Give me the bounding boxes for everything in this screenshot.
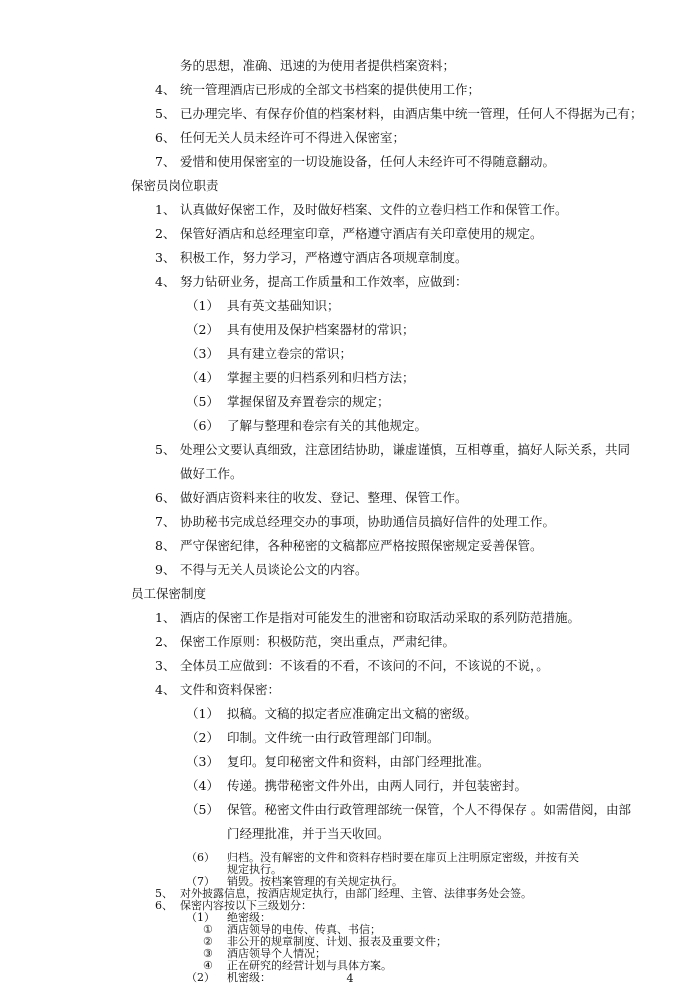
sub-text-continuation: 门经理批准，并于当天收回。: [227, 826, 390, 841]
list-number: （7）: [186, 875, 215, 888]
page-number: 4: [346, 972, 354, 985]
list-text: 严守保密纪律，各种秘密的文稿都应严格按照保密规定妥善保管。: [180, 538, 543, 553]
sub-number: （5）: [186, 394, 219, 409]
list-number: 9、: [155, 562, 176, 577]
sub-number: （3）: [186, 754, 219, 769]
list-number: （6）: [186, 851, 215, 864]
sub-text: 印制。文件统一由行政管理部门印制。: [227, 730, 440, 745]
sub-number: （6）: [186, 418, 219, 433]
list-text: 绝密级：: [227, 911, 271, 924]
list-text: 保管好酒店和总经理室印章，严格遵守酒店有关印章使用的规定。: [180, 226, 543, 241]
list-number: 6、: [155, 130, 176, 145]
list-text: 不得与无关人员谈论公文的内容。: [180, 562, 368, 577]
list-number: 3、: [155, 250, 176, 265]
list-number: 2、: [155, 634, 176, 649]
list-text: 正在研究的经营计划与具体方案。: [227, 959, 392, 972]
list-text: 处理公文要认真细致，注意团结协助，谦虚谨慎，互相尊重，搞好人际关系，共同: [180, 442, 631, 457]
list-text: 任何无关人员未经许可不得进入保密室；: [180, 130, 406, 145]
list-number: （1）: [186, 911, 215, 924]
list-text: 保密工作原则：积极防范，突出重点，严肃纪律。: [180, 634, 456, 649]
list-text: 努力钻研业务，提高工作质量和工作效率，应做到：: [180, 274, 468, 289]
sub-number: （2）: [186, 730, 219, 745]
sub-number: （1）: [186, 706, 219, 721]
sub-text: 具有使用及保护档案器材的常识；: [227, 322, 415, 337]
list-text: 文件和资料保密：: [180, 682, 281, 697]
list-number: 4、: [155, 682, 176, 697]
list-number: ①: [203, 923, 213, 936]
sub-number: （4）: [186, 370, 219, 385]
list-text: 认真做好保密工作，及时做好档案、文件的立卷归档工作和保管工作。: [180, 202, 568, 217]
list-text: 对外披露信息，按酒店规定执行，由部门经理、主管、法律事务处会签。: [180, 887, 532, 900]
list-number: 5、: [155, 106, 176, 121]
list-text: 全体员工应做到：不该看的不看，不该问的不问，不该说的不说，。: [180, 658, 549, 673]
sub-text: 传递。携带秘密文件外出，由两人同行，并包装密封。: [227, 778, 528, 793]
sub-number: （2）: [186, 322, 219, 337]
section-heading: 保密员岗位职责: [131, 178, 219, 193]
list-text: 统一管理酒店已形成的全部文书档案的提供使用工作；: [180, 82, 481, 97]
list-number: 6、: [155, 490, 176, 505]
sub-number: （3）: [186, 346, 219, 361]
sub-number: （4）: [186, 778, 219, 793]
list-number: ③: [203, 947, 213, 960]
list-text: 做好酒店资料来往的收发、登记、整理、保管工作。: [180, 490, 468, 505]
sub-text: 复印。复印秘密文件和资料，由部门经理批准。: [227, 754, 490, 769]
list-number: 5、: [155, 442, 176, 457]
list-number: 3、: [155, 658, 176, 673]
sub-number: （5）: [186, 802, 219, 817]
list-text: 爱惜和使用保密室的一切设施设备，任何人未经许可不得随意翻动。: [180, 154, 556, 169]
paragraph-continuation: 务的思想，准确、迅速的为使用者提供档案资料；: [180, 58, 456, 73]
list-number: 4、: [155, 82, 176, 97]
sub-text: 了解与整理和卷宗有关的其他规定。: [227, 418, 428, 433]
list-text: 酒店领导的电传、传真、书信；: [227, 923, 381, 936]
sub-text: 掌握保留及弃置卷宗的规定；: [227, 394, 390, 409]
list-number: 6、: [155, 899, 173, 912]
list-number: （2）: [186, 971, 215, 984]
list-text: 归档。没有解密的文件和资料存档时要在扉页上注明原定密级，并按有关: [227, 851, 579, 864]
sub-text: 具有建立卷宗的常识；: [227, 346, 353, 361]
list-text: 规定执行。: [227, 863, 282, 876]
list-text-continuation: 做好工作。: [180, 466, 243, 481]
list-number: 4、: [155, 274, 176, 289]
list-text: 积极工作，努力学习，严格遵守酒店各项规章制度。: [180, 250, 468, 265]
list-text: 机密级：: [227, 971, 271, 984]
list-text: 酒店的保密工作是指对可能发生的泄密和窃取活动采取的系列防范措施。: [180, 610, 581, 625]
list-text: 非公开的规章制度、计划、报表及重要文件；: [227, 935, 447, 948]
list-text: 已办理完毕、有保存价值的档案材料，由酒店集中统一管理，任何人不得据为己有；: [180, 106, 643, 121]
section-heading: 员工保密制度: [131, 586, 207, 601]
list-text: 酒店领导个人情况；: [227, 947, 326, 960]
sub-number: （1）: [186, 298, 219, 313]
list-text: 协助秘书完成总经理交办的事项，协助通信员搞好信件的处理工作。: [180, 514, 556, 529]
list-number: 5、: [155, 887, 173, 900]
list-number: 1、: [155, 610, 176, 625]
list-number: 7、: [155, 514, 176, 529]
list-text: 保密内容按以下三级划分：: [180, 899, 312, 912]
list-number: ④: [203, 959, 213, 972]
list-number: 1、: [155, 202, 176, 217]
list-number: 2、: [155, 226, 176, 241]
sub-text: 具有英文基础知识；: [227, 298, 340, 313]
sub-text: 保管。秘密文件由行政管理部统一保管，个人不得保存 。如需借阅，由部: [227, 802, 631, 817]
list-number: 7、: [155, 154, 176, 169]
list-number: ②: [203, 935, 213, 948]
sub-text: 掌握主要的归档系列和归档方法；: [227, 370, 415, 385]
list-text: 销毁。按档案管理的有关规定执行。: [227, 875, 403, 888]
list-number: 8、: [155, 538, 176, 553]
sub-text: 拟稿。文稿的拟定者应准确定出文稿的密级。: [227, 706, 478, 721]
